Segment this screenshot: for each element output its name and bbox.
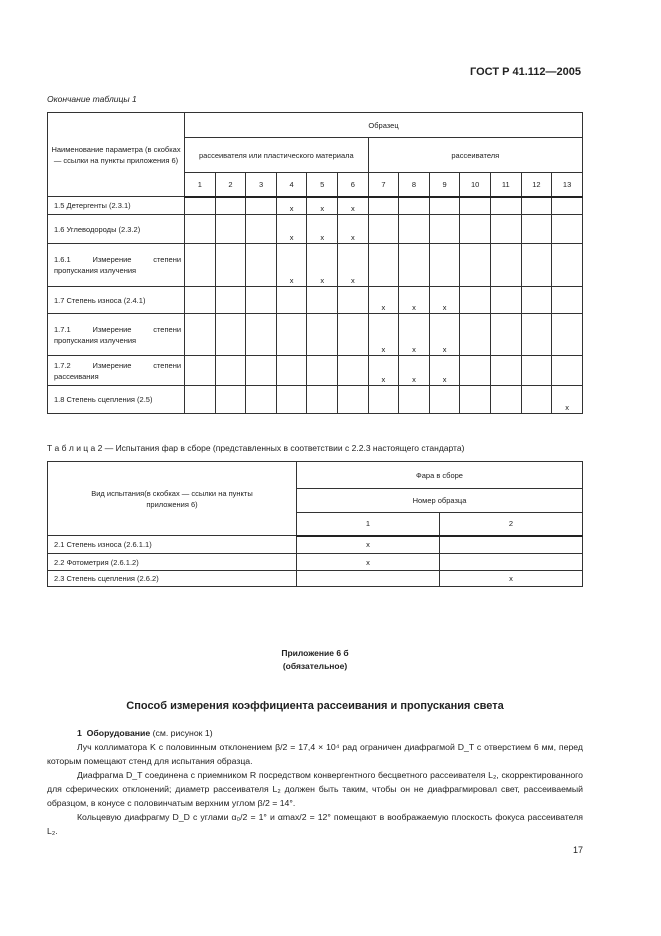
mark-cell: x xyxy=(429,287,460,314)
row-label: 1.6.1 Измерение степени пропускания излучения xyxy=(48,244,185,287)
mark-cell xyxy=(490,314,521,356)
test-type-header: Вид испытания(в скобках — ссылки на пункты приложения 6) xyxy=(48,462,297,536)
mark-cell xyxy=(185,244,216,287)
mark-cell: x xyxy=(307,197,338,215)
mark-cell xyxy=(185,197,216,215)
assembly-header: Фара в сборе xyxy=(297,462,583,489)
table-row xyxy=(48,244,583,287)
mark-cell xyxy=(246,314,277,356)
mark-cell: x xyxy=(399,314,430,356)
row-label: 2.1 Степень износа (2.6.1.1) xyxy=(48,536,297,554)
table1-continuation: Окончание таблицы 1 xyxy=(47,94,137,104)
col-header: 1 xyxy=(185,173,216,197)
mark-cell: x xyxy=(276,215,307,244)
mark-cell xyxy=(429,244,460,287)
col-header: 8 xyxy=(399,173,430,197)
col-header: 9 xyxy=(429,173,460,197)
mark-cell xyxy=(215,215,246,244)
sample-header: Образец xyxy=(185,113,583,138)
mark-cell xyxy=(338,356,369,386)
section-ref: (см. рисунок 1) xyxy=(150,728,213,738)
mark-cell xyxy=(246,287,277,314)
page-content xyxy=(47,92,583,856)
group1-header: рассеивателя или пластического материала xyxy=(185,138,369,173)
row-label: 2.3 Степень сцепления (2.6.2) xyxy=(48,571,297,587)
table-row xyxy=(48,554,583,571)
mark-cell xyxy=(215,314,246,356)
mark-cell xyxy=(460,314,491,356)
mark-cell xyxy=(297,571,440,587)
mark-cell xyxy=(215,287,246,314)
mark-cell xyxy=(368,386,399,414)
section-title: Оборудование xyxy=(86,728,151,738)
mark-cell xyxy=(215,197,246,215)
paragraph-2: Диафрагма D_T соединена с приемником R посредством конвергентного бесцветного рассеивателя L₂, скорректированного для сферических отклонений; диаметр рассеивателя L₂ должен быть таким, чтобы он не диафрагмировал свет, рассеиваемый образцом, в конусе с половинчатым верхним углом β/2 = 14°. xyxy=(47,770,583,808)
mark-cell xyxy=(215,386,246,414)
mark-cell xyxy=(368,215,399,244)
mark-cell xyxy=(440,554,583,571)
col-header: 10 xyxy=(460,173,491,197)
mark-cell: x xyxy=(338,197,369,215)
appendix-title: Способ измерения коэффициента рассеивания и пропускания света xyxy=(126,700,504,712)
mark-cell: x xyxy=(368,314,399,356)
appendix-heading xyxy=(47,647,583,673)
mark-cell xyxy=(429,215,460,244)
table-row xyxy=(48,571,583,587)
section-number: 1 xyxy=(77,728,82,738)
mark-cell xyxy=(552,287,583,314)
row-label: 1.7 Степень износа (2.4.1) xyxy=(48,287,185,314)
table-row xyxy=(48,356,583,386)
table-row xyxy=(48,386,583,414)
paragraph-3: Кольцевую диафрагму D_D с углами α₀/2 = 1° и αmax/2 = 12° помещают в воображаемую плоскость фокуса рассеивателя L₂. xyxy=(47,812,583,836)
col-header: 5 xyxy=(307,173,338,197)
row-label: 2.2 Фотометрия (2.6.1.2) xyxy=(48,554,297,571)
mark-cell xyxy=(276,356,307,386)
appendix-type: (обязательное) xyxy=(282,661,348,671)
mark-cell xyxy=(399,386,430,414)
mark-cell xyxy=(185,287,216,314)
mark-cell xyxy=(552,314,583,356)
mark-cell: x xyxy=(297,536,440,554)
mark-cell xyxy=(490,215,521,244)
col-header: 7 xyxy=(368,173,399,197)
document-id: ГОСТ Р 41.112—2005 xyxy=(470,66,581,78)
mark-cell xyxy=(185,314,216,356)
mark-cell xyxy=(368,197,399,215)
mark-cell xyxy=(429,386,460,414)
mark-cell xyxy=(552,197,583,215)
mark-cell xyxy=(338,314,369,356)
col-header: 2 xyxy=(440,513,583,536)
mark-cell xyxy=(460,287,491,314)
mark-cell xyxy=(215,244,246,287)
mark-cell xyxy=(521,244,552,287)
row-label: 1.5 Детергенты (2.3.1) xyxy=(48,197,185,215)
param-header: Наименование параметра (в скобках — ссылки на пункты приложения 6) xyxy=(48,113,185,197)
col-header: 3 xyxy=(246,173,277,197)
group2-header: рассеивателя xyxy=(368,138,582,173)
mark-cell: x xyxy=(368,287,399,314)
table-1 xyxy=(47,112,583,414)
section-heading xyxy=(47,726,583,740)
mark-cell xyxy=(460,197,491,215)
mark-cell: x xyxy=(368,356,399,386)
mark-cell xyxy=(276,386,307,414)
sample-number-header: Номер образца xyxy=(297,489,583,513)
mark-cell: x xyxy=(429,314,460,356)
table-row xyxy=(48,197,583,215)
mark-cell xyxy=(307,386,338,414)
mark-cell: x xyxy=(307,215,338,244)
col-header: 12 xyxy=(521,173,552,197)
mark-cell xyxy=(215,356,246,386)
row-label: 1.6 Углеводороды (2.3.2) xyxy=(48,215,185,244)
mark-cell xyxy=(307,314,338,356)
mark-cell xyxy=(307,287,338,314)
mark-cell xyxy=(399,215,430,244)
mark-cell: x xyxy=(338,244,369,287)
row-label: 1.7.1 Измерение степени пропускания излучения xyxy=(48,314,185,356)
mark-cell xyxy=(521,215,552,244)
mark-cell xyxy=(338,287,369,314)
row-label: 1.8 Степень сцепления (2.5) xyxy=(48,386,185,414)
mark-cell xyxy=(460,244,491,287)
mark-cell xyxy=(246,215,277,244)
mark-cell: x xyxy=(429,356,460,386)
mark-cell xyxy=(276,314,307,356)
col-header: 1 xyxy=(297,513,440,536)
mark-cell xyxy=(429,197,460,215)
mark-cell xyxy=(490,197,521,215)
mark-cell xyxy=(490,287,521,314)
table-row xyxy=(48,314,583,356)
col-header: 2 xyxy=(215,173,246,197)
table-row xyxy=(48,536,583,554)
mark-cell xyxy=(338,386,369,414)
mark-cell xyxy=(521,386,552,414)
mark-cell xyxy=(246,244,277,287)
row-label: 1.7.2 Измерение степени рассеивания xyxy=(48,356,185,386)
col-header: 13 xyxy=(552,173,583,197)
mark-cell xyxy=(521,356,552,386)
table-2 xyxy=(47,461,583,587)
mark-cell: x xyxy=(440,571,583,587)
mark-cell xyxy=(521,287,552,314)
col-header: 6 xyxy=(338,173,369,197)
mark-cell xyxy=(552,356,583,386)
mark-cell: x xyxy=(399,356,430,386)
mark-cell xyxy=(246,197,277,215)
mark-cell: x xyxy=(297,554,440,571)
mark-cell: x xyxy=(552,386,583,414)
mark-cell xyxy=(460,356,491,386)
mark-cell xyxy=(552,244,583,287)
mark-cell xyxy=(490,386,521,414)
paragraph-1: Луч коллиматора K с половинным отклонением β/2 = 17,4 × 10⁴ рад ограничен диафрагмой D_T с отверстием 6 мм, перед которым помещают стенд для испытания образца. xyxy=(47,742,583,766)
mark-cell: x xyxy=(307,244,338,287)
mark-cell xyxy=(399,197,430,215)
mark-cell xyxy=(246,386,277,414)
mark-cell xyxy=(490,356,521,386)
page-number: 17 xyxy=(572,845,583,855)
mark-cell xyxy=(521,197,552,215)
mark-cell xyxy=(185,386,216,414)
mark-cell: x xyxy=(338,215,369,244)
col-header: 11 xyxy=(490,173,521,197)
col-header: 4 xyxy=(276,173,307,197)
mark-cell xyxy=(185,215,216,244)
mark-cell xyxy=(368,244,399,287)
mark-cell: x xyxy=(276,197,307,215)
mark-cell xyxy=(185,356,216,386)
mark-cell xyxy=(460,386,491,414)
table-row xyxy=(48,215,583,244)
appendix-name: Приложение 6 б xyxy=(281,648,349,658)
mark-cell xyxy=(552,215,583,244)
mark-cell xyxy=(460,215,491,244)
mark-cell xyxy=(307,356,338,386)
mark-cell: x xyxy=(399,287,430,314)
mark-cell xyxy=(276,287,307,314)
mark-cell xyxy=(399,244,430,287)
table-row xyxy=(48,287,583,314)
mark-cell: x xyxy=(276,244,307,287)
table2-caption: Т а б л и ц а 2 — Испытания фар в сборе (представленных в соответствии с 2.2.3 настоящего стандарта) xyxy=(47,443,465,453)
mark-cell xyxy=(440,536,583,554)
mark-cell xyxy=(490,244,521,287)
mark-cell xyxy=(246,356,277,386)
mark-cell xyxy=(521,314,552,356)
